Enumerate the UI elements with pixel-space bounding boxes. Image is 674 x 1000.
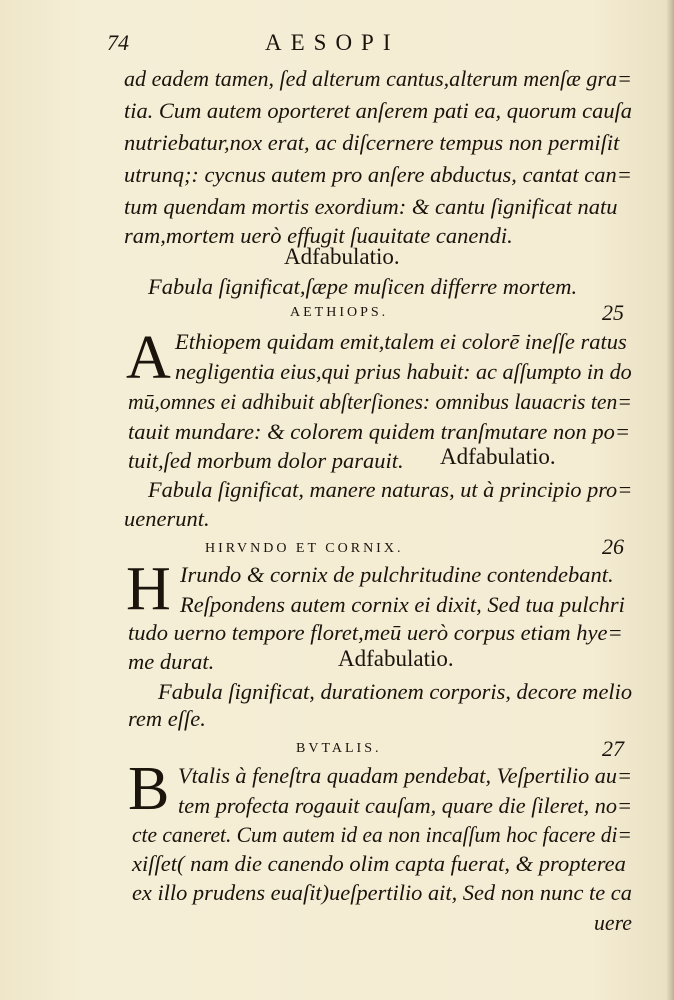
running-title: AESOPI — [265, 30, 400, 55]
text-line: mū,omnes ei adhibuit abſterſiones: omnibus lauacris ten= — [128, 389, 632, 414]
moral-line: Fabula ſignificat, durationem corporis, decore melio — [158, 679, 633, 704]
fable-title: AETHIOPS. — [290, 305, 389, 320]
moral-line: Fabula ſignificat, manere naturas, ut à principio pro= — [148, 477, 633, 502]
fable-number: 25 — [602, 300, 624, 325]
moral-line: uenerunt. — [124, 506, 210, 531]
drop-cap-initial: H — [126, 555, 171, 623]
drop-cap-initial: B — [128, 755, 170, 823]
moral-line: Fabula ſignificat,ſæpe muſicen differre mortem. — [148, 274, 578, 299]
page-number: 74 — [107, 30, 129, 55]
fable-title: BVTALIS. — [296, 741, 382, 756]
fable-title: HIRVNDO ET CORNIX. — [205, 541, 404, 556]
text-line: tum quendam mortis exordium: & cantu ſignificat natu — [124, 194, 618, 219]
text-line: tuit,ſed morbum dolor parauit. — [128, 448, 404, 473]
adfabulatio-heading: Adfabulatio. — [338, 646, 454, 671]
text-line: tudo uerno tempore floret,meū uerò corpus etiam hye= — [128, 620, 623, 645]
text-line: negligentia eius,qui prius habuit: ac aſſumpto in do — [175, 359, 632, 384]
text-line: tia. Cum autem oporteret anſerem pati ea, quorum cauſa — [124, 98, 633, 123]
text-line: tauit mundare: & colorem quidem tranſmutare non po= — [128, 419, 631, 444]
text-line: Reſpondens autem cornix ei dixit, Sed tua pulchri — [180, 592, 625, 617]
moral-line: rem eſſe. — [128, 706, 206, 731]
fable-number: 26 — [602, 534, 624, 559]
text-line: cte caneret. Cum autem id ea non incaſſum hoc facere di= — [132, 822, 632, 847]
text-line: ad eadem tamen, ſed alterum cantus,alterum menſæ gra= — [124, 66, 632, 91]
text-line: Irundo & cornix de pulchritudine contendebant. — [180, 562, 614, 587]
text-line: Ethiopem quidam emit,talem ei colorē ineſſe ratus — [175, 329, 627, 354]
fable-number: 27 — [602, 736, 624, 761]
adfabulatio-heading: Adfabulatio. — [284, 244, 400, 269]
drop-cap-initial: A — [126, 324, 171, 392]
text-line: me durat. — [128, 649, 215, 674]
text-line: ram,mortem uerò effugit ſuauitate canendi. — [124, 223, 513, 248]
text-line: nutriebatur,nox erat, ac diſcernere tempus non permiſit — [124, 130, 620, 155]
text-line: Vtalis à feneſtra quadam pendebat, Veſpertilio au= — [178, 763, 633, 788]
text-line: xiſſet( nam die canendo olim capta fuerat, & propterea — [132, 851, 626, 876]
page-gutter-shadow — [666, 0, 674, 1000]
text-line: ex illo prudens euaſit)ueſpertilio ait, Sed non nunc te ca — [132, 880, 632, 905]
text-line: tem profecta rogauit cauſam, quare die ſileret, no= — [178, 793, 633, 818]
catchword: uere — [594, 910, 632, 935]
text-line: utrunq;: cycnus autem pro anſere abductus, cantat can= — [124, 162, 632, 187]
adfabulatio-heading: Adfabulatio. — [440, 444, 556, 469]
